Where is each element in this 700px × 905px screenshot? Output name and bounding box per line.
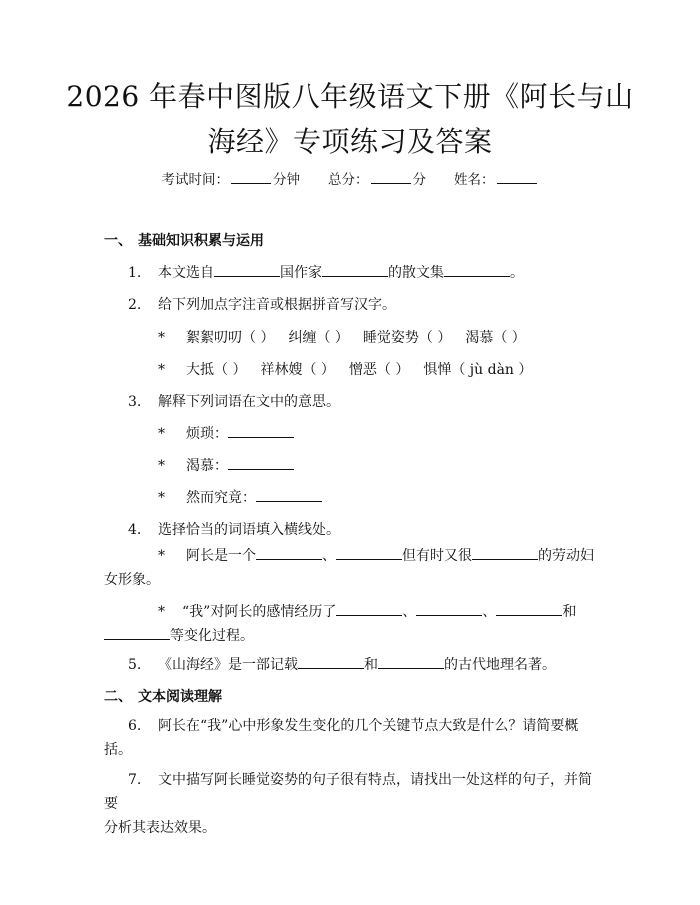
question-4-number: 4. [128, 522, 142, 538]
question-1-number: 1. [128, 265, 142, 281]
q4-s2-blank-4[interactable] [104, 625, 170, 640]
score-unit: 分 [412, 172, 426, 188]
score-blank[interactable] [371, 170, 411, 184]
section-1-title: 基础知识积累与运用 [138, 233, 264, 249]
document-title [60, 74, 640, 164]
q2-row-2 [158, 359, 532, 379]
q1-text-b: 国作家 [280, 265, 322, 281]
q2-item: 惧惮（ jù dàn ） [423, 362, 533, 378]
score-label: 总分： [328, 172, 369, 188]
q3-item-2 [158, 455, 294, 475]
q7-text: 分析其表达效果。 [104, 820, 216, 836]
q1-blank-1[interactable] [214, 262, 280, 277]
q5-text-c: 的古代地理名著。 [444, 657, 556, 673]
time-unit: 分钟 [273, 172, 300, 188]
section-1-number: 一、 [104, 233, 132, 249]
q4-s2-text: 、 [482, 604, 497, 620]
q4-s2-blank-1[interactable] [336, 601, 402, 616]
question-7 [104, 768, 604, 840]
q3-blank-2[interactable] [228, 455, 294, 470]
question-2-number: 2. [128, 297, 142, 313]
q3-text: 解释下列词语在文中的意思。 [158, 394, 340, 410]
q4-sentence-2 [104, 600, 604, 648]
question-3-number: 3. [128, 394, 142, 410]
q4-s2-text: 和 [562, 604, 577, 620]
q3-item-1 [158, 423, 294, 443]
exam-info [0, 168, 700, 188]
q3-item-3 [158, 487, 322, 507]
q3-term: 烦琐： [186, 426, 228, 442]
q2-item: 大抵（ ） [186, 362, 247, 378]
q4-s1-text: 女形象。 [104, 572, 160, 588]
q4-s1-blank-2[interactable] [336, 545, 402, 560]
q4-text: 选择恰当的词语填入横线处。 [158, 522, 340, 538]
q4-s1-blank-1[interactable] [256, 545, 322, 560]
bullet: * [158, 330, 165, 346]
question-1 [128, 262, 524, 282]
q3-term: 渴慕： [186, 458, 228, 474]
q4-s1-text: 、 [322, 548, 336, 564]
section-2-title: 文本阅读理解 [138, 689, 222, 705]
question-2 [128, 294, 396, 314]
question-7-number: 7. [128, 772, 142, 788]
q4-s2-text: 、 [402, 604, 417, 620]
q4-sentence-1 [104, 544, 604, 592]
q4-s2-blank-2[interactable] [416, 601, 482, 616]
question-5 [128, 654, 556, 674]
bullet: * [158, 426, 165, 442]
section-1-heading [104, 230, 264, 250]
question-6-number: 6. [128, 718, 142, 734]
q7-text: 文中描写阿长睡觉姿势的句子很有特点，请找出一处这样的句子，并简要 [104, 772, 592, 812]
time-label: 考试时间： [161, 172, 229, 188]
bullet: * [158, 490, 165, 506]
bullet: * [158, 458, 165, 474]
bullet: * [158, 604, 165, 620]
q3-term: 然而究竟： [186, 490, 256, 506]
name-label: 姓名： [454, 172, 495, 188]
q2-text: 给下列加点字注音或根据拼音写汉字。 [158, 297, 396, 313]
q2-item: 睡觉姿势（ ） [362, 330, 452, 346]
q2-item: 纠缠（ ） [288, 330, 349, 346]
bullet: * [158, 362, 165, 378]
q5-text-a: 《山海经》是一部记载 [158, 657, 298, 673]
section-2-heading [104, 686, 222, 706]
title-line-2: 海经》专项练习及答案 [207, 125, 493, 158]
q2-row-1 [158, 327, 526, 347]
q5-blank-1[interactable] [298, 654, 364, 669]
question-3 [128, 391, 340, 411]
question-5-number: 5. [128, 657, 142, 673]
q1-blank-3[interactable] [444, 262, 510, 277]
q2-item: 祥林嫂（ ） [260, 362, 335, 378]
q1-text-d: 。 [510, 265, 524, 281]
question-6 [104, 714, 604, 762]
time-blank[interactable] [231, 170, 271, 184]
q6-text: 括。 [104, 742, 132, 758]
q5-blank-2[interactable] [378, 654, 444, 669]
q4-s2-text: “我”对阿长的感情经历了 [182, 604, 337, 620]
q5-text-b: 和 [364, 657, 378, 673]
q4-s2-text: 等变化过程。 [170, 628, 254, 644]
q1-text-c: 的散文集 [388, 265, 444, 281]
q6-text: 阿长在“我”心中形象发生变化的几个关键节点大致是什么？请简要概 [158, 718, 579, 734]
q2-item: 渴慕（ ） [465, 330, 526, 346]
q2-item: 絮絮叨叨（ ） [186, 330, 275, 346]
bullet: * [158, 548, 165, 564]
q4-s1-text: 的劳动妇 [538, 548, 594, 564]
q4-s1-text: 阿长是一个 [186, 548, 256, 564]
name-blank[interactable] [497, 170, 537, 184]
q4-s1-blank-3[interactable] [472, 545, 538, 560]
section-2-number: 二、 [104, 689, 132, 705]
q1-text-a: 本文选自 [158, 265, 214, 281]
q3-blank-1[interactable] [228, 423, 294, 438]
title-line-1: 2026 年春中图版八年级语文下册《阿长与山 [66, 80, 634, 113]
q1-blank-2[interactable] [322, 262, 388, 277]
question-4 [128, 519, 340, 539]
q4-s2-blank-3[interactable] [496, 601, 562, 616]
q3-blank-3[interactable] [256, 487, 322, 502]
q4-s1-text: 但有时又很 [402, 548, 472, 564]
q2-item: 憎恶（ ） [348, 362, 410, 378]
